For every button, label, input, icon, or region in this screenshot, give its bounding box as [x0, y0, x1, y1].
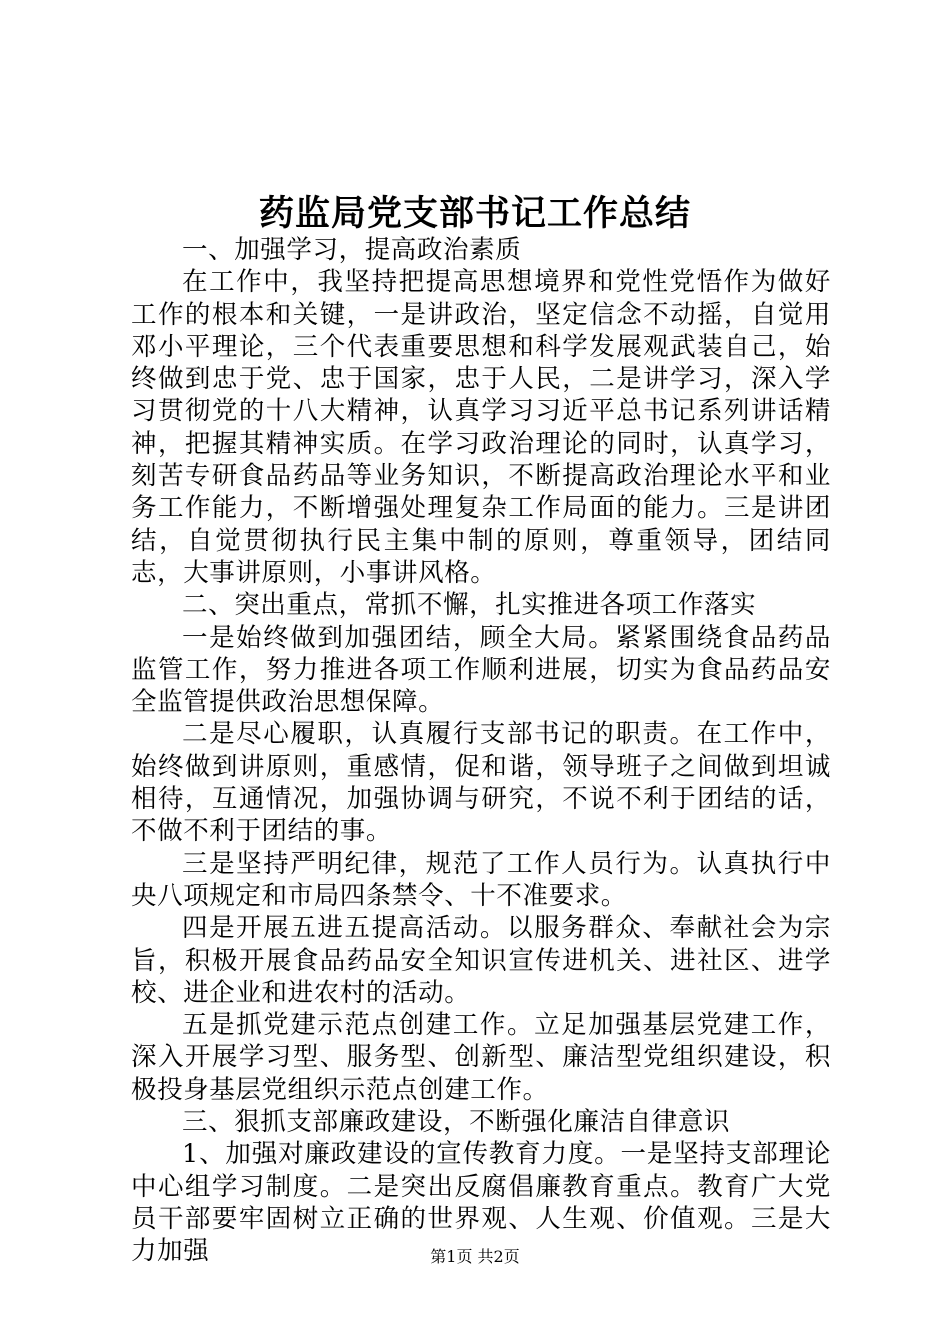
paragraph: 五是抓党建示范点创建工作。立足加强基层党建工作，深入开展学习型、服务型、创新型、廉洁型党组织建设，积极投身基层党组织示范点创建工作。: [131, 1010, 831, 1105]
document-title: 药监局党支部书记工作总结: [258, 193, 691, 234]
document-body: [131, 234, 831, 1268]
paragraph: 1、加强对廉政建设的宣传教育力度。一是坚持支部理论中心组学习制度。二是突出反腐倡廉教育重点。教育广大党员干部要牢固树立正确的世界观、人生观、价值观。三是大力加强: [131, 1139, 831, 1267]
paragraph: 在工作中，我坚持把提高思想境界和党性党悟作为做好工作的根本和关键，一是讲政治，坚定信念不动摇，自觉用邓小平理论，三个代表重要思想和科学发展观武装自己，始终做到忠于党、忠于国家，忠于人民，二是讲学习，深入学习贯彻党的十八大精神，认真学习习近平总书记系列讲话精神，把握其精神实质。在学习政治理论的同时，认真学习，刻苦专研食品药品等业务知识，不断提高政治理论水平和业务工作能力，不断增强处理复杂工作局面的能力。三是讲团结，自觉贯彻执行民主集中制的原则，尊重领导，团结同志，大事讲原则，小事讲风格。: [131, 267, 831, 588]
section-heading: 一、加强学习，提高政治素质: [182, 235, 522, 265]
paragraph: 四是开展五进五提高活动。以服务群众、奉献社会为宗旨，积极开展食品药品安全知识宣传进机关、进社区、进学校、进企业和进农村的活动。: [131, 913, 831, 1008]
paragraph: 三是坚持严明纪律，规范了工作人员行为。认真执行中央八项规定和市局四条禁令、十不准要求。: [131, 848, 831, 911]
paragraph: 一是始终做到加强团结，顾全大局。紧紧围绕食品药品监管工作，努力推进各项工作顺利进展，切实为食品药品安全监管提供政治思想保障。: [131, 622, 831, 718]
section-heading: 三、狠抓支部廉政建设，不断强化廉洁自律意识: [182, 1107, 731, 1138]
page-footer: 第1页 共2页: [430, 1247, 520, 1266]
paragraph: 二是尽心履职，认真履行支部书记的职责。在工作中，始终做到讲原则，重感情，促和谐，领导班子之间做到坦诚相待，互通情况，加强协调与研究，不说不利于团结的话，不做不利于团结的事。: [131, 719, 831, 847]
section-heading: 二、突出重点，常抓不懈，扎实推进各项工作落实: [182, 590, 757, 621]
